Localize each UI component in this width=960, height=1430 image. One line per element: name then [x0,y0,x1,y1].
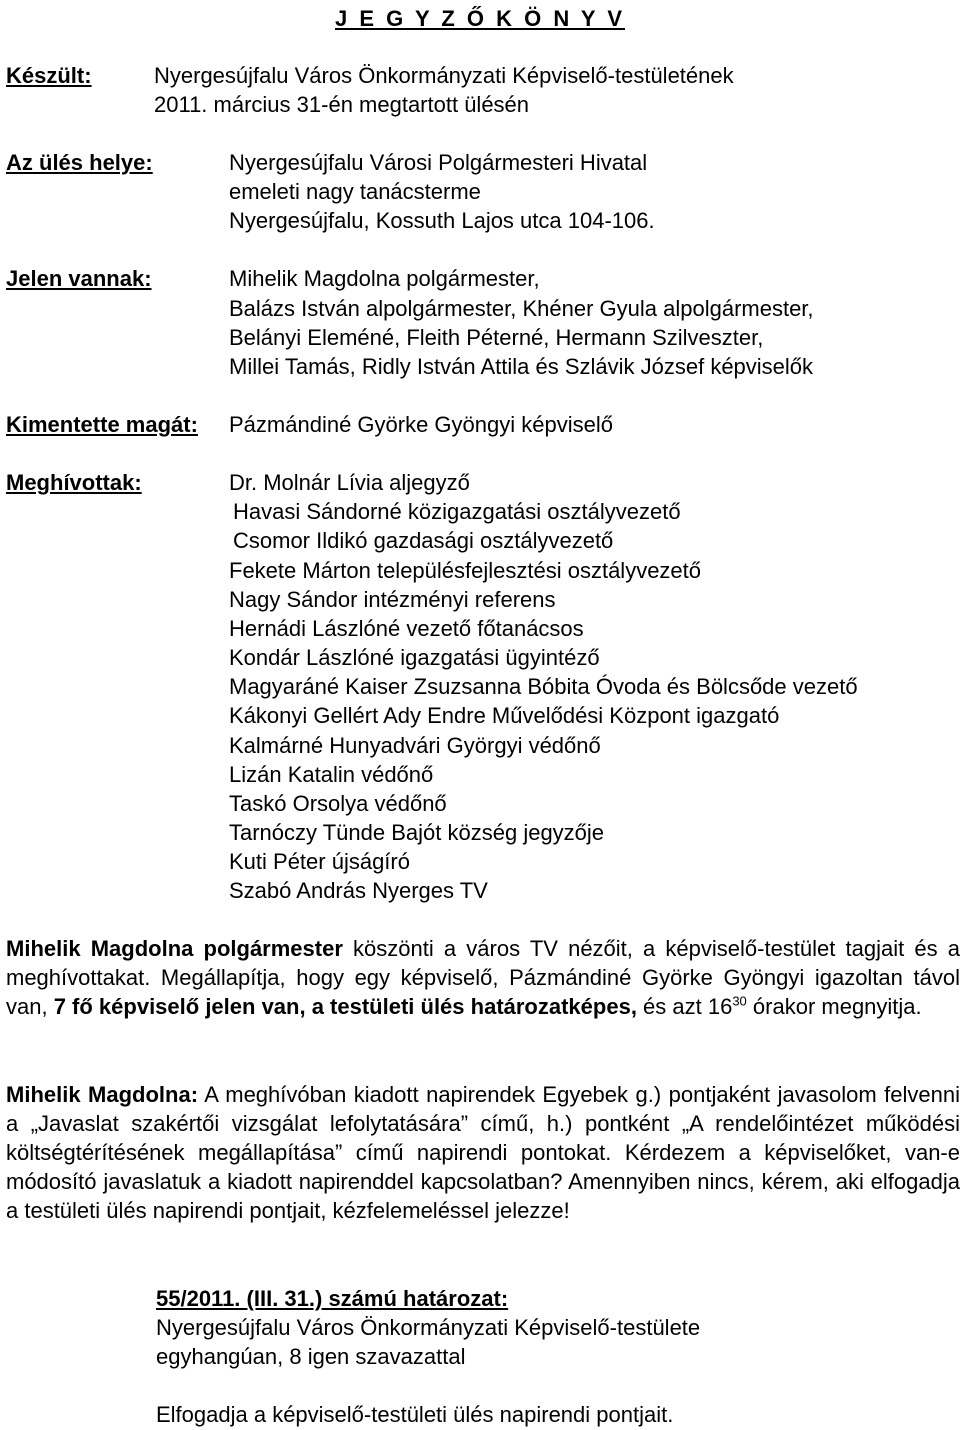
meghivott-item: Kuti Péter újságíró [229,849,410,874]
ules-helye-line-2: emeleti nagy tanácsterme [229,179,481,204]
meghivott-item: Kondár Lászlóné igazgatási ügyintéző [229,645,600,670]
jelen-line-3: Belányi Eleméné, Fleith Péterné, Hermann Szilveszter, [229,325,764,350]
time-minutes: 30 [732,993,747,1009]
meghivott-item: Csomor Ildikó gazdasági osztályvezető [233,528,614,553]
meghivott-item: Taskó Orsolya védőnő [229,791,447,816]
meghivott-item: Magyaráné Kaiser Zsuzsanna Bóbita Óvoda és Bölcsőde vezető [229,674,858,699]
jelen-line-4: Millei Tamás, Ridly István Attila és Szlávik József képviselők [229,354,814,379]
meghivott-item: Tarnóczy Tünde Bajót község jegyzője [229,820,605,845]
resolution-line-2: egyhangúan, 8 igen szavazattal [156,1344,466,1369]
kimentette-label: Kimentette magát: [6,412,198,437]
paragraph-text: A meghívóban kiadott napirendek Egyebek g.) pontjaként javasolom felvenni a „Javaslat szakértői vizsgálat lefolytatására” című, h.) pontként „A rendelőintézet működési költségtérítésének megállapítása” című napirendi pontokat. Kérdezem a képviselőket, van-e módosító javaslatuk a kiadott napirenddel kapcsolatban? Amennyiben nincs, kérem, aki elfogadja a testületi ülés napirendi pontjait, kézfelemeléssel jelezze! [6,1082,960,1223]
paragraph-text: köszönti a város TV nézőit, a képviselő-testület tagjait és a meghívottakat. Megállapítja, hogy egy képviselő, Pázmándiné Györke Gyöngyi igazoltan távol van, [6,936,960,1019]
meghivott-item: Fekete Márton településfejlesztési osztályvezető [229,558,702,583]
meghivott-item: Kákonyi Gellért Ady Endre Művelődési Központ igazgató [229,703,780,728]
resolution-line-1: Nyergesújfalu Város Önkormányzati Képviselő-testülete [156,1315,701,1340]
speaker-name: Mihelik Magdolna polgármester [6,936,343,961]
opening-paragraph [6,934,960,1021]
meghivottak-label: Meghívottak: [6,470,142,495]
paragraph-text: és azt 16 [636,994,733,1019]
agenda-paragraph [6,1080,960,1225]
meghivott-item: Kalmárné Hunyadvári Györgyi védőnő [229,733,601,758]
quorum-statement: 7 fő képviselő jelen van, a testületi ülés határozatképes, [53,994,637,1019]
document-title: J E G Y Z Ő K Ö N Y V [334,6,625,31]
ules-helye-line-3: Nyergesújfalu, Kossuth Lajos utca 104-106. [229,208,655,233]
meghivott-item: Nagy Sándor intézményi referens [229,587,556,612]
ules-helye-label: Az ülés helye: [6,150,153,175]
speaker-name: Mihelik Magdolna: [6,1082,199,1107]
meghivott-item: Lizán Katalin védőnő [229,762,434,787]
jelen-line-1: Mihelik Magdolna polgármester, [229,266,540,291]
meghivott-item: Havasi Sándorné közigazgatási osztályvezető [233,499,681,524]
resolution-heading: 55/2011. (III. 31.) számú határozat: [156,1286,509,1311]
jelen-label: Jelen vannak: [6,266,152,291]
keszult-line-2: 2011. március 31-én megtartott ülésén [154,92,530,117]
meghivott-item: Dr. Molnár Lívia aljegyző [229,470,470,495]
kimentette-value: Pázmándiné Györke Gyöngyi képviselő [229,412,613,437]
resolution-line-3: Elfogadja a képviselő-testületi ülés napirendi pontjait. [156,1402,674,1427]
paragraph-text: órakor megnyitja. [746,994,922,1019]
meghivott-item: Hernádi Lászlóné vezető főtanácsos [229,616,584,641]
ules-helye-line-1: Nyergesújfalu Városi Polgármesteri Hivatal [229,150,648,175]
jelen-line-2: Balázs István alpolgármester, Khéner Gyula alpolgármester, [229,296,814,321]
meghivott-item: Szabó András Nyerges TV [229,878,488,903]
keszult-label: Készült: [6,63,92,88]
keszult-line-1: Nyergesújfalu Város Önkormányzati Képviselő-testületének [154,63,734,88]
